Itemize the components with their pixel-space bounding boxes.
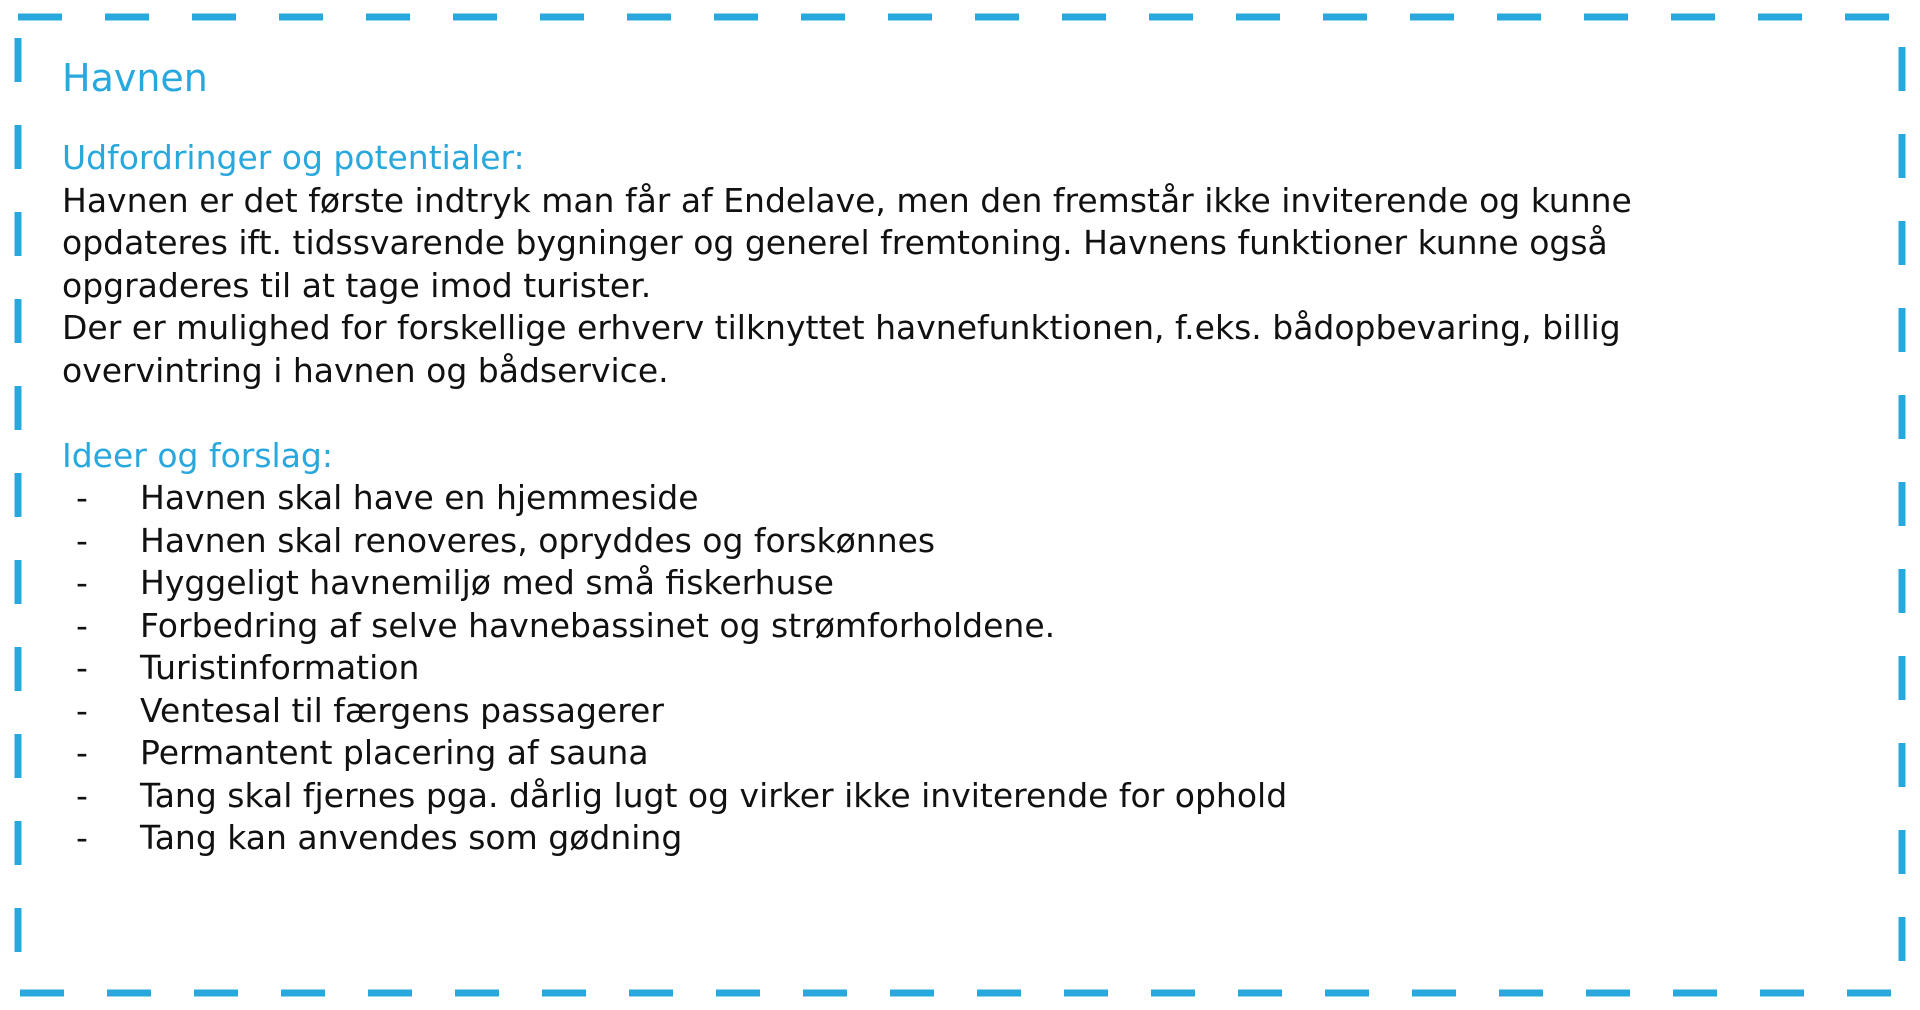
challenges-line: Havnen er det første indtryk man får af Endelave, men den fremstår ikke inviterende og kunne	[62, 180, 1632, 220]
list-item	[62, 690, 1862, 733]
list-item-text: Tang skal fjernes pga. dårlig lugt og virker ikke inviterende for ophold	[140, 775, 1288, 815]
list-item	[62, 520, 1862, 563]
bullet-dash: -	[76, 605, 88, 645]
list-item-text: Havnen skal renoveres, opryddes og forskønnes	[140, 520, 936, 560]
page-title: Havnen	[62, 56, 208, 100]
list-item	[62, 817, 1862, 860]
bullet-dash: -	[76, 648, 88, 687]
list-item-text: Havnen skal have en hjemmeside	[140, 478, 699, 517]
list-item-text: Permantent placering af sauna	[140, 733, 649, 772]
spacer	[62, 392, 1862, 435]
bullet-dash: -	[76, 563, 88, 602]
list-item	[62, 775, 1862, 818]
list-item	[62, 647, 1862, 690]
challenges-line: opdateres ift. tidssvarende bygninger og generel fremtoning. Havnens funktioner kunne også	[62, 223, 1608, 262]
bullet-dash: -	[76, 818, 88, 857]
list-item	[62, 477, 1862, 520]
challenges-paragraph	[62, 180, 1862, 393]
list-item	[62, 732, 1862, 775]
list-item	[62, 562, 1862, 605]
document-body	[62, 50, 1862, 860]
spacer	[62, 106, 1862, 137]
ideas-list	[62, 477, 1862, 860]
bullet-dash: -	[76, 520, 88, 560]
list-item-text: Tang kan anvendes som gødning	[140, 818, 683, 857]
challenges-heading: Udfordringer og potentialer:	[62, 138, 525, 177]
challenges-line: overvintring i havnen og bådservice.	[62, 350, 669, 390]
challenges-line: Der er mulighed for forskellige erhverv tilknyttet havnefunktionen, f.eks. bådopbevaring, billig	[62, 308, 1621, 347]
list-item	[62, 605, 1862, 648]
bullet-dash: -	[76, 690, 88, 730]
bullet-dash: -	[76, 478, 88, 517]
challenges-line: opgraderes til at tage imod turister.	[62, 265, 652, 305]
ideas-heading: Ideer og forslag:	[62, 435, 333, 475]
list-item-text: Hyggeligt havnemiljø med små fiskerhuse	[140, 563, 834, 602]
list-item-text: Turistinformation	[140, 648, 420, 687]
list-item-text: Ventesal til færgens passagerer	[140, 690, 664, 730]
list-item-text: Forbedring af selve havnebassinet og strømforholdene.	[140, 605, 1056, 645]
bullet-dash: -	[76, 775, 88, 815]
bullet-dash: -	[76, 733, 88, 772]
